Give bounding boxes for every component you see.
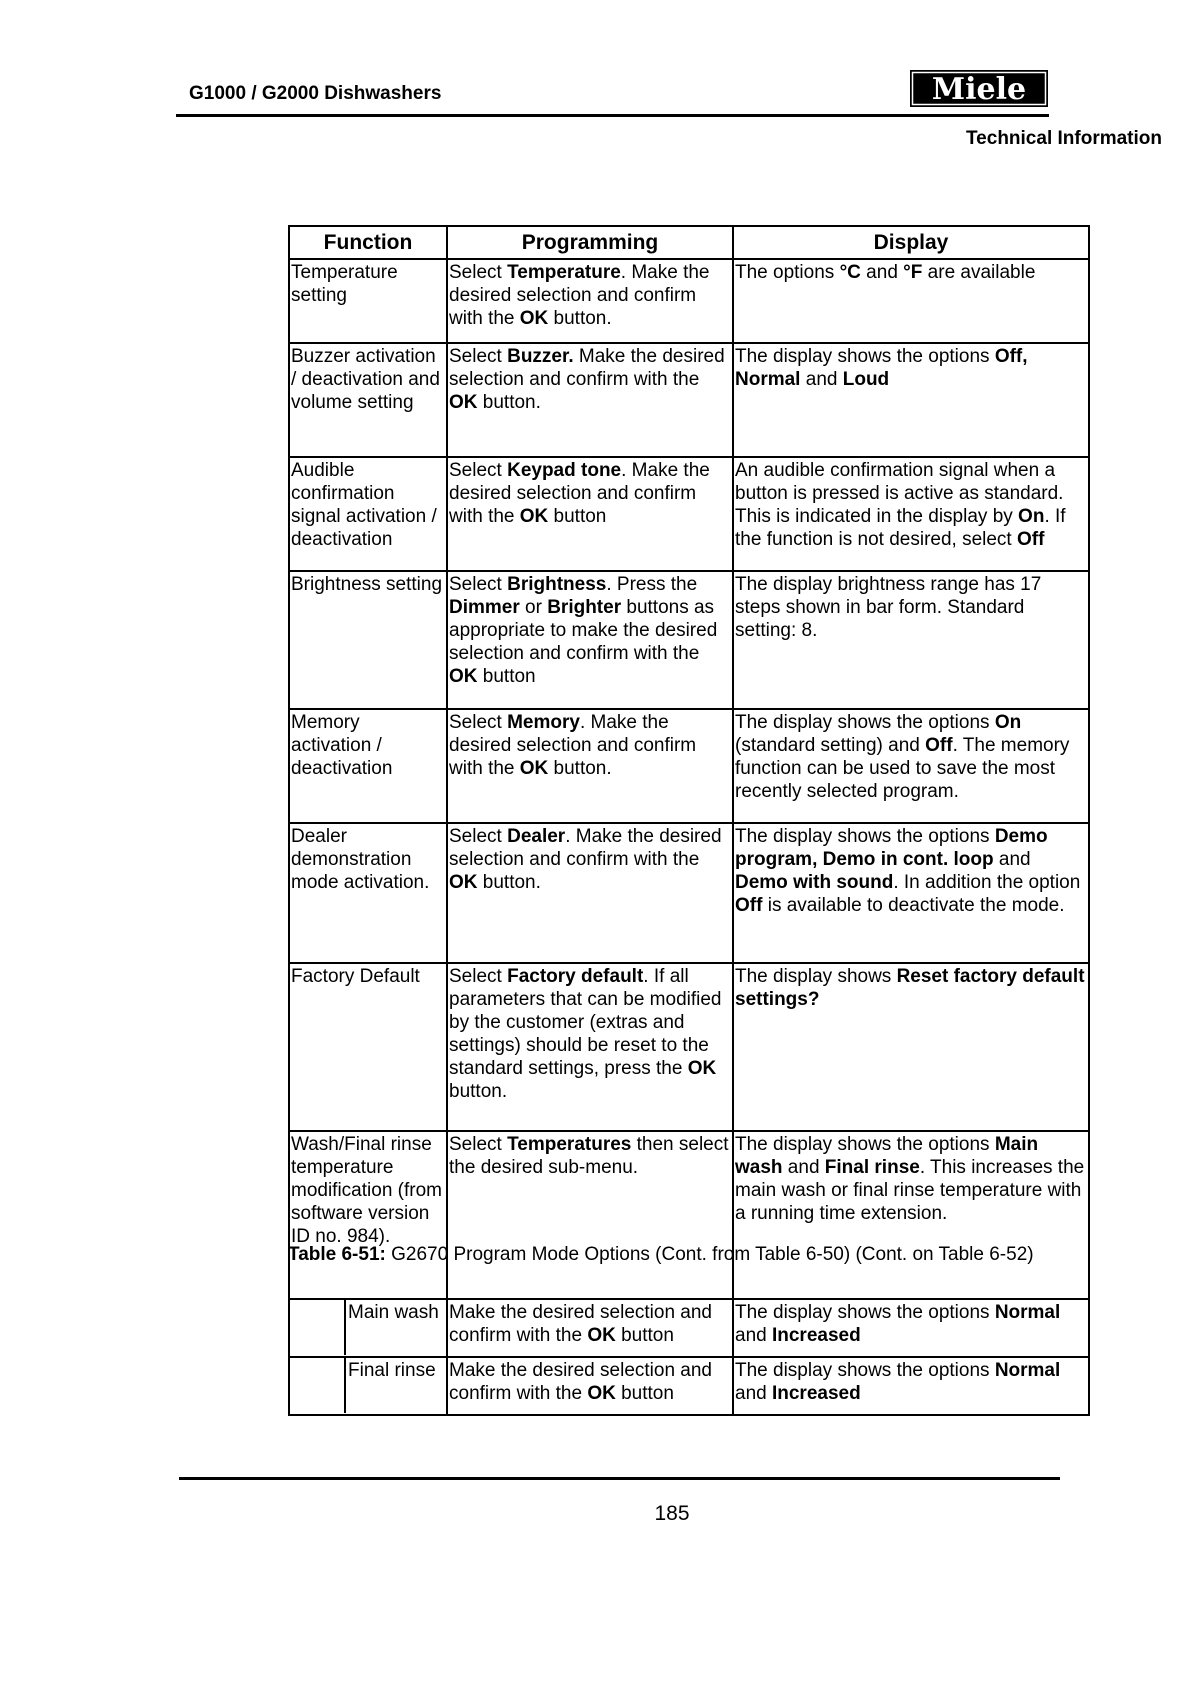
display-fragment: and xyxy=(860,262,904,283)
table-row xyxy=(289,1131,1089,1299)
sub-function-label: Final rinse xyxy=(348,1360,436,1381)
display-cell xyxy=(733,259,1089,343)
programming-fragment: Temperatures xyxy=(507,1134,632,1155)
programming-cell xyxy=(447,963,733,1131)
programming-fragment: button. xyxy=(477,392,541,413)
programming-fragment: Select xyxy=(449,346,508,367)
display-cell xyxy=(733,1299,1089,1357)
programming-fragment: OK xyxy=(449,666,478,687)
table-row xyxy=(289,457,1089,571)
indent-spacer xyxy=(290,1300,346,1355)
logo-text: Miele xyxy=(931,72,1027,107)
display-fragment: Normal xyxy=(735,369,801,390)
programming-fragment: Make the desired selection and confirm with the xyxy=(449,1360,712,1404)
column-header-display: Display xyxy=(733,226,1089,259)
display-fragment: . If the function is not desired, select xyxy=(735,506,1066,550)
programming-fragment: Make the desired selection and confirm with the xyxy=(449,1302,712,1346)
table-row xyxy=(289,571,1089,709)
programming-fragment: buttons as appropriate to make the desired selection and confirm with the xyxy=(449,597,718,664)
display-cell xyxy=(733,823,1089,963)
table-body xyxy=(289,259,1089,1415)
display-fragment: Off xyxy=(1017,529,1045,550)
programming-fragment: Dimmer xyxy=(449,597,520,618)
display-fragment: °C xyxy=(839,262,861,283)
display-cell xyxy=(733,457,1089,571)
display-fragment: Increased xyxy=(771,1383,861,1404)
display-fragment: are available xyxy=(922,262,1036,283)
display-fragment: The display shows the options xyxy=(735,346,995,367)
programming-fragment: button xyxy=(615,1383,674,1404)
programming-fragment: Select xyxy=(449,262,508,283)
display-fragment: An audible confirmation signal when a button is pressed is active as standard. This is indicated in the display by xyxy=(735,460,1064,527)
display-fragment: and xyxy=(735,1325,772,1346)
display-cell xyxy=(733,1131,1089,1299)
programming-fragment: OK xyxy=(587,1325,616,1346)
miele-logo xyxy=(910,70,1048,107)
display-fragment: is available to deactivate the mode. xyxy=(762,895,1065,916)
display-fragment: Demo program, Demo in cont. loop xyxy=(735,826,1048,870)
display-fragment: The display brightness range has 17 steps shown in bar form. Standard setting: 8. xyxy=(735,574,1042,641)
programming-cell xyxy=(447,571,733,709)
programming-fragment: button xyxy=(615,1325,674,1346)
programming-fragment: Select xyxy=(449,574,508,595)
programming-cell xyxy=(447,259,733,343)
document-title: G1000 / G2000 Dishwashers xyxy=(189,83,442,104)
function-cell: Audible confirmation signal activation / deactivation xyxy=(289,457,447,571)
program-mode-options-table xyxy=(288,225,1090,1416)
programming-fragment: OK xyxy=(519,506,549,527)
display-fragment: Normal xyxy=(994,1302,1061,1323)
display-fragment: (standard setting) and xyxy=(735,735,926,756)
programming-fragment: Make the desired selection and confirm with the xyxy=(449,346,725,390)
caption-text: G2670 Program Mode Options (Cont. from Table 6-50) (Cont. on Table 6-52) xyxy=(385,1244,1034,1265)
function-cell: Buzzer activation / deactivation and volume setting xyxy=(289,343,447,457)
page-number: 185 xyxy=(654,1502,690,1525)
display-fragment: and xyxy=(993,849,1031,870)
programming-fragment: . Press the xyxy=(606,574,698,595)
table-sub-row xyxy=(289,1299,1089,1357)
table-row xyxy=(289,343,1089,457)
display-cell xyxy=(733,1357,1089,1415)
programming-fragment: button. xyxy=(477,872,541,893)
programming-fragment: button xyxy=(477,666,536,687)
programming-fragment: Select xyxy=(449,826,508,847)
table-row xyxy=(289,259,1089,343)
programming-fragment: Select xyxy=(449,1134,508,1155)
programming-cell xyxy=(447,709,733,823)
programming-cell xyxy=(447,343,733,457)
programming-fragment: . Make the desired selection and confirm with the xyxy=(449,712,697,779)
sub-function-cell xyxy=(289,1357,447,1415)
programming-fragment: OK xyxy=(449,392,478,413)
table-row xyxy=(289,709,1089,823)
programming-fragment: Keypad tone xyxy=(507,460,622,481)
programming-fragment: OK xyxy=(519,758,549,779)
sub-function-label: Main wash xyxy=(348,1302,439,1323)
programming-fragment: Brightness xyxy=(507,574,607,595)
footer-divider xyxy=(179,1477,1060,1480)
display-fragment: and xyxy=(735,1383,772,1404)
programming-fragment: Brighter xyxy=(547,597,622,618)
display-fragment: The display shows the options xyxy=(735,826,995,847)
programming-cell xyxy=(447,1357,733,1415)
programming-fragment: . If all parameters that can be modified by the customer (extras and settings) should be reset to the standard settings, press the xyxy=(449,966,722,1079)
display-fragment: . This increases the main wash or final rinse temperature with a running time extension. xyxy=(735,1157,1085,1224)
display-fragment: . The memory function can be used to save the most recently selected program. xyxy=(735,735,1070,802)
programming-fragment: OK xyxy=(519,308,549,329)
programming-fragment: OK xyxy=(449,872,478,893)
display-cell xyxy=(733,963,1089,1131)
programming-fragment: Select xyxy=(449,460,508,481)
programming-cell xyxy=(447,1299,733,1357)
programming-fragment: Dealer xyxy=(507,826,566,847)
display-fragment: Final rinse xyxy=(824,1157,920,1178)
column-header-function: Function xyxy=(289,226,447,259)
indent-spacer xyxy=(290,1358,346,1413)
programming-fragment: then select the desired sub-menu. xyxy=(449,1134,729,1178)
programming-fragment: Temperature xyxy=(507,262,621,283)
display-fragment: Demo with sound xyxy=(735,872,894,893)
display-fragment: Increased xyxy=(771,1325,861,1346)
programming-fragment: . Make the desired selection and confirm with the xyxy=(449,262,710,329)
programming-cell xyxy=(447,1131,733,1299)
programming-fragment: . Make the desired selection and confirm with the xyxy=(449,826,722,870)
program-mode-table-container xyxy=(288,225,1088,1416)
function-cell: Factory Default xyxy=(289,963,447,1131)
programming-fragment: Select xyxy=(449,712,508,733)
display-fragment: Main wash xyxy=(735,1134,1039,1178)
function-cell: Memory activation / deactivation xyxy=(289,709,447,823)
function-cell: Temperature setting xyxy=(289,259,447,343)
display-fragment: Off xyxy=(925,735,953,756)
display-fragment: The display shows the options xyxy=(735,712,995,733)
display-fragment: Normal xyxy=(994,1360,1061,1381)
display-fragment: The display shows the options xyxy=(735,1360,995,1381)
programming-fragment: Factory default xyxy=(507,966,644,987)
header-divider xyxy=(176,114,1049,117)
table-row xyxy=(289,823,1089,963)
display-fragment: and xyxy=(782,1157,825,1178)
display-fragment: The display shows xyxy=(735,966,897,987)
programming-cell xyxy=(447,457,733,571)
table-row xyxy=(289,963,1089,1131)
display-fragment: Off, xyxy=(994,346,1028,367)
function-cell: Dealer demonstration mode activation. xyxy=(289,823,447,963)
display-fragment: and xyxy=(800,369,843,390)
display-fragment: The display shows the options xyxy=(735,1134,995,1155)
display-fragment: . In addition the option xyxy=(893,872,1081,893)
display-fragment: On xyxy=(994,712,1022,733)
display-cell xyxy=(733,343,1089,457)
programming-cell xyxy=(447,823,733,963)
function-cell: Wash/Final rinse temperature modification (from software version ID no. 984). xyxy=(289,1131,447,1299)
programming-fragment: button. xyxy=(548,308,612,329)
display-cell xyxy=(733,571,1089,709)
section-title: Technical Information xyxy=(965,128,1162,149)
programming-fragment: Buzzer. xyxy=(507,346,574,367)
display-fragment: On xyxy=(1018,506,1045,527)
programming-fragment: OK xyxy=(687,1058,717,1079)
table-header-row xyxy=(289,226,1089,259)
display-fragment: Loud xyxy=(842,369,890,390)
programming-fragment: or xyxy=(519,597,548,618)
display-fragment: Reset factory default settings? xyxy=(735,966,1085,1010)
table-caption xyxy=(288,1244,1034,1266)
display-cell xyxy=(733,709,1089,823)
programming-fragment: OK xyxy=(587,1383,616,1404)
programming-fragment: Memory xyxy=(507,712,580,733)
programming-fragment: button. xyxy=(548,758,612,779)
programming-fragment: button. xyxy=(449,1081,508,1102)
programming-fragment: . Make the desired selection and confirm with the xyxy=(449,460,710,527)
table-sub-row xyxy=(289,1357,1089,1415)
programming-fragment: Select xyxy=(449,966,508,987)
display-fragment: The display shows the options xyxy=(735,1302,995,1323)
display-fragment: Off xyxy=(735,895,763,916)
sub-function-cell xyxy=(289,1299,447,1357)
display-fragment: °F xyxy=(903,262,923,283)
caption-label: Table 6-51: xyxy=(288,1244,386,1265)
column-header-programming: Programming xyxy=(447,226,733,259)
programming-fragment: button xyxy=(548,506,607,527)
function-cell: Brightness setting xyxy=(289,571,447,709)
display-fragment: The options xyxy=(735,262,840,283)
